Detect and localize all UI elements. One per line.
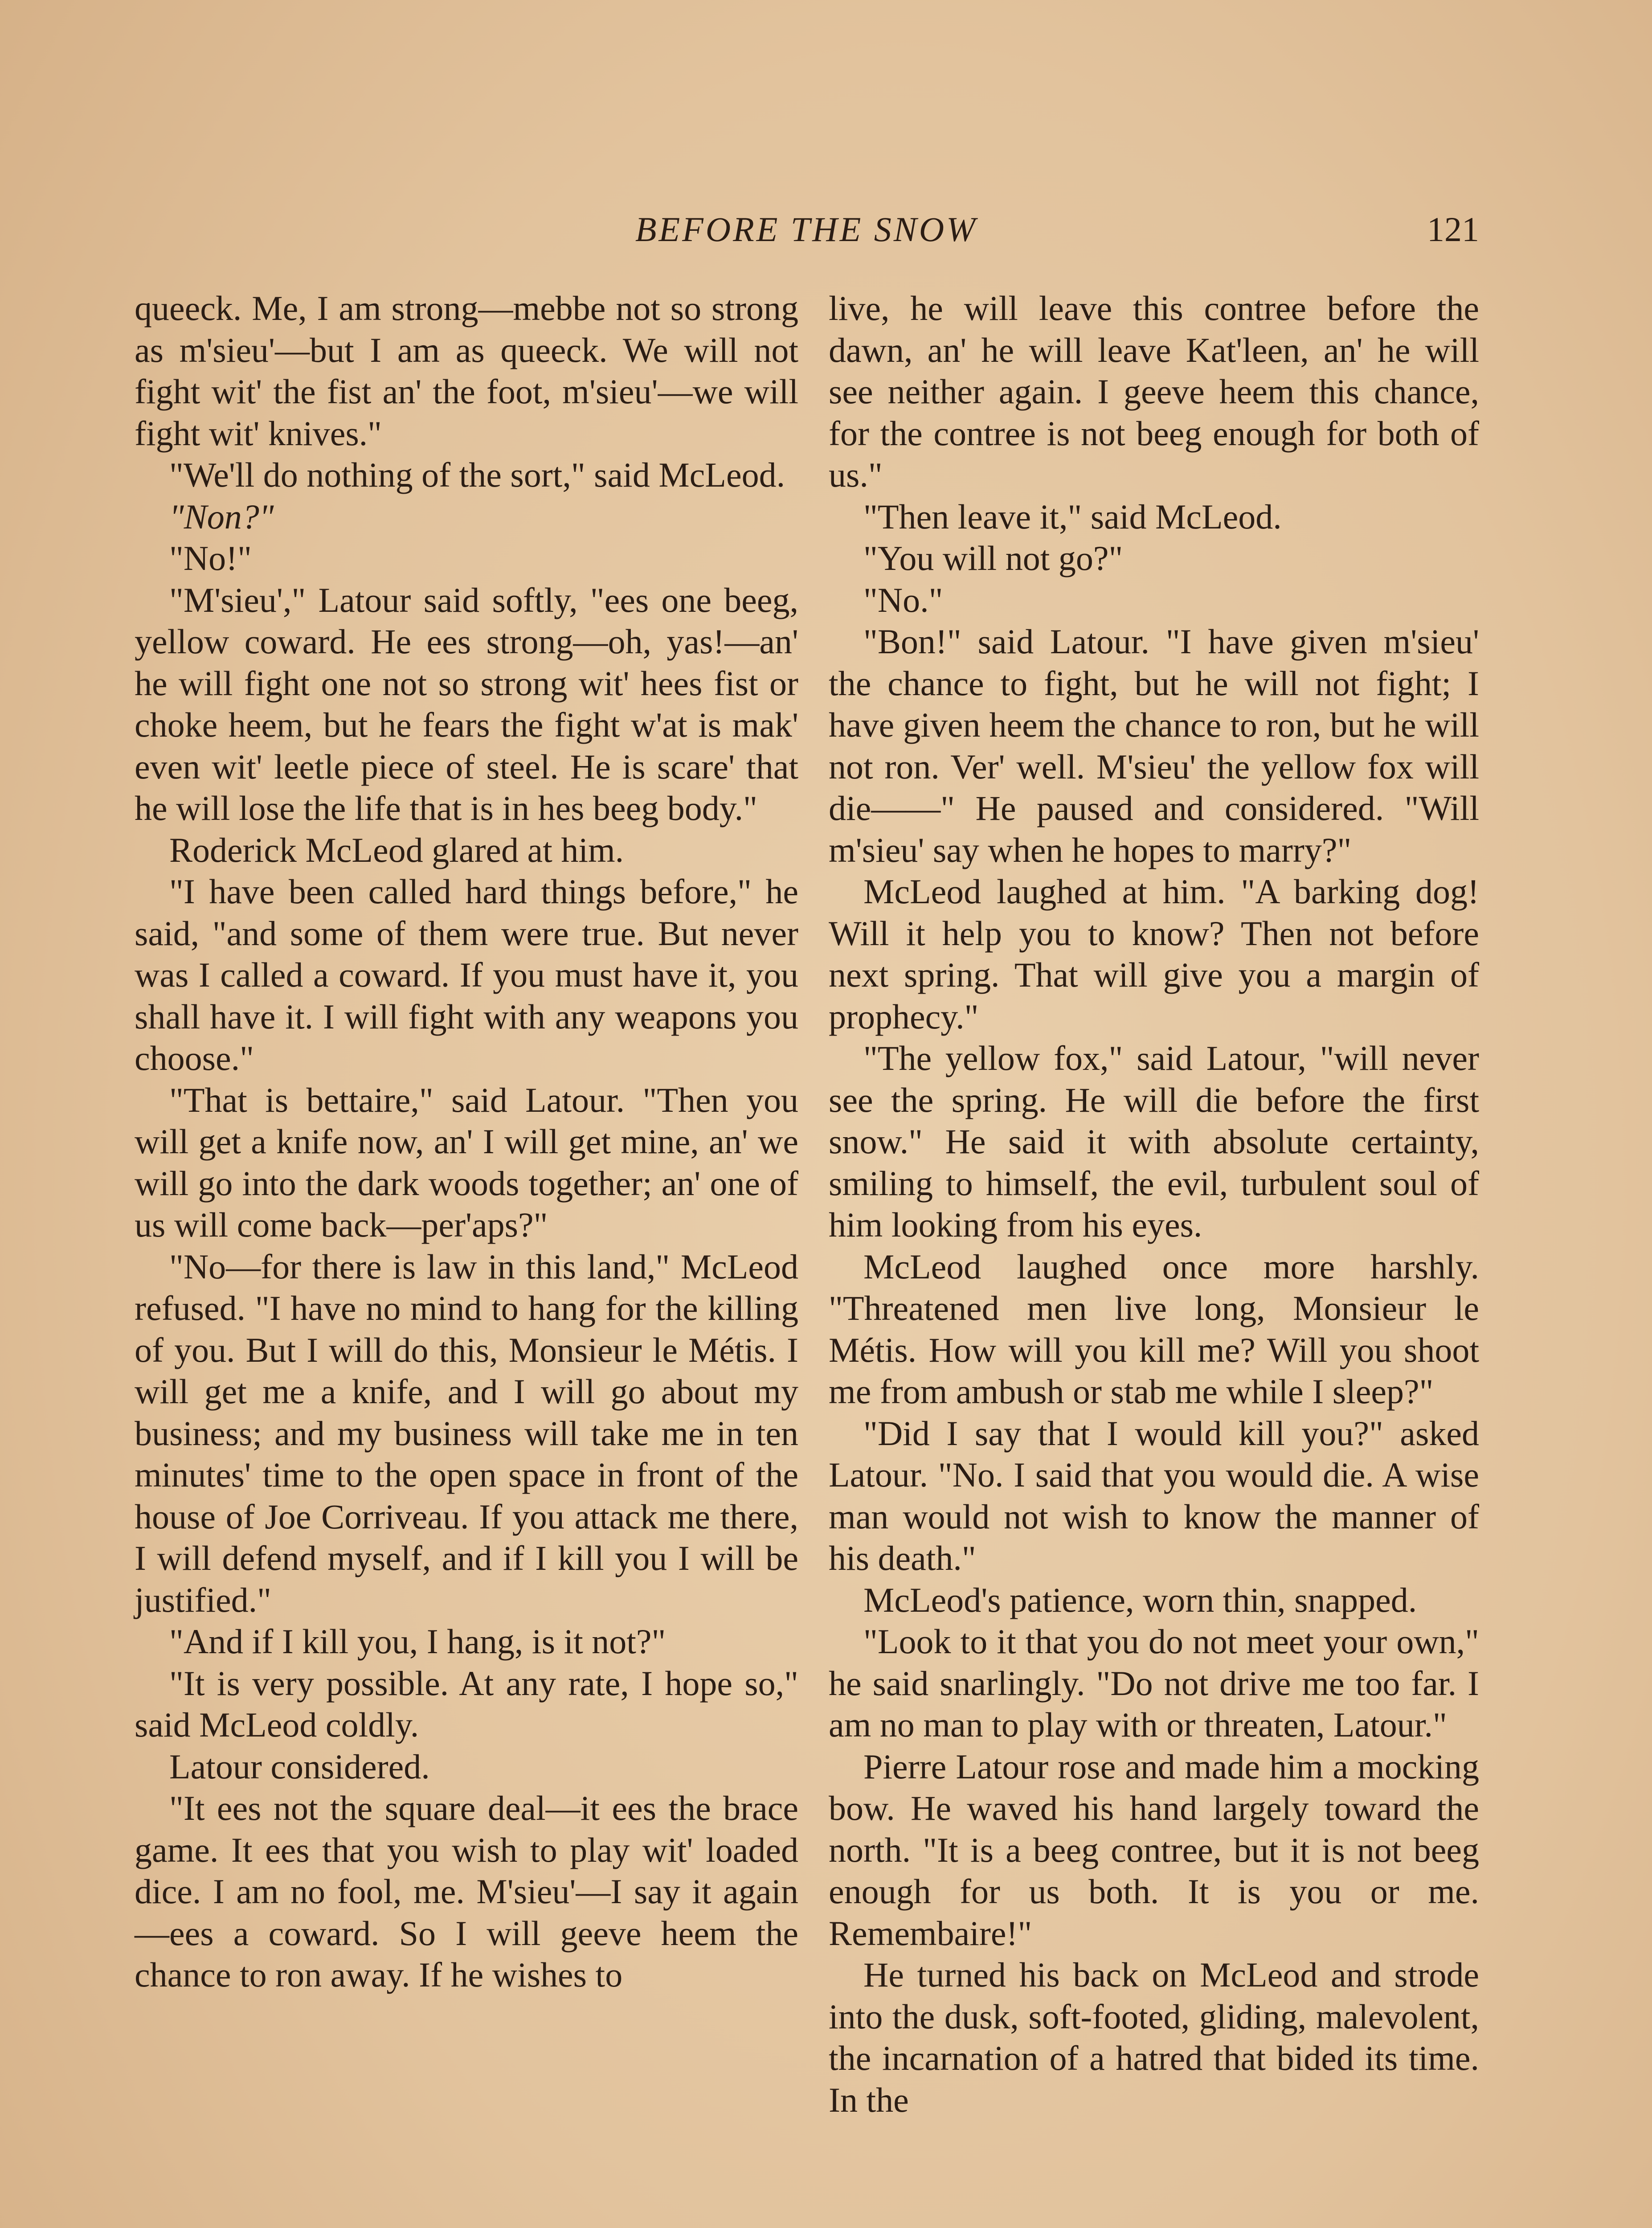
paragraph: "No!" [169,539,252,577]
paragraph: "It ees not the square deal—it ees the brace game. It ees that you wish to play wit' loaded dice. I am no fool, me. M'sieu'—I say it again—ees a coward. So I will geeve heem the chance to ron away. If he wishes to [135,1789,798,1994]
paragraph: "And if I kill you, I hang, is it not?" [169,1622,666,1661]
paragraph: queeck. Me, I am strong—mebbe not so strong as m'sieu'—but I am as queeck. We will not fight wit' the fist an' the foot, m'sieu'—we will fight wit' knives." [135,289,798,453]
right-column [829,287,1479,2121]
paragraph: "Then leave it," said McLeod. [863,497,1282,536]
paragraph: "That is bettaire," said Latour. "Then you will get a knife now, an' I will get mine, an' we will go into the dark woods together; an' one of us will come back—per'aps?" [135,1080,798,1244]
paragraph: McLeod laughed at him. "A barking dog! Will it help you to know? Then not before next spring. That will give you a margin of prophecy." [829,872,1479,1036]
paragraph: Pierre Latour rose and made him a mocking bow. He waved his hand largely toward the north. "It is a beeg contree, but it is not beeg enough for us both. It is you or me. Remembaire!" [829,1747,1479,1953]
paragraph: "M'sieu'," Latour said softly, "ees one beeg, yellow coward. He ees strong—oh, yas!—an' he will fight one not so strong wit' hees fist or choke heem, but he fears the fight w'at is mak' even wit' leetle piece of steel. He is scare' that he will lose the life that is in hes beeg body." [135,580,798,827]
paragraph: "No—for there is law in this land," McLeod refused. "I have no mind to hang for the killing of you. But I will do this, Monsieur le Métis. I will get me a knife, and I will go about my business; and my business will take me in ten minutes' time to the open space in front of the house of Joe Corriveau. If you attack me there, I will defend myself, and if I kill you I will be justified." [135,1247,798,1619]
paragraph: "Look to it that you do not meet your own," he said snarlingly. "Do not drive me too far. I am no man to play with or threaten, Latour." [829,1622,1479,1744]
page-number: 121 [1427,210,1479,249]
paragraph: He turned his back on McLeod and strode into the dusk, soft-footed, gliding, malevolent, the incarnation of a hatred that bided its time. In the [829,1955,1479,2119]
paragraph: "The yellow fox," said Latour, "will never see the spring. He will die before the first snow." He said it with absolute certainty, smiling to himself, the evil, turbulent soul of him looking from his eyes. [829,1039,1479,1244]
paragraph: "No." [863,580,943,619]
paragraph: "We'll do nothing of the sort," said McLeod. [169,455,785,494]
running-title: BEFORE THE SNOW [635,210,978,249]
paragraph: "Did I say that I would kill you?" asked Latour. "No. I said that you would die. A wise man would not wish to know the manner of his death." [829,1413,1479,1577]
paragraph: "Non?" [169,497,274,536]
paragraph: Roderick McLeod glared at him. [169,830,624,869]
paragraph: "You will not go?" [863,539,1123,577]
paragraph: "I have been called hard things before," he said, "and some of them were true. But never was I called a coward. If you must have it, you shall have it. I will fight with any weapons you choose." [135,872,798,1077]
paragraph: live, he will leave this contree before the dawn, an' he will leave Kat'leen, an' he will see neither again. I geeve heem this chance, for the contree is not beeg enough for both of us." [829,289,1479,494]
paragraph: "It is very possible. At any rate, I hope so," said McLeod coldly. [135,1663,798,1744]
paragraph: "Bon!" said Latour. "I have given m'sieu' the chance to fight, but he will not fight; I have given heem the chance to ron, but he will not ron. Ver' well. M'sieu' the yellow fox will die——" He paused and considered. "Will m'sieu' say when he hopes to marry?" [829,622,1479,869]
paragraph: Latour considered. [169,1747,430,1786]
paragraph: McLeod laughed once more harshly. "Threatened men live long, Monsieur le Métis. How will you kill me? Will you shoot me from ambush or stab me while I sleep?" [829,1247,1479,1411]
left-column [135,287,798,1996]
paragraph: McLeod's patience, worn thin, snapped. [863,1580,1417,1619]
running-head [134,209,1479,267]
